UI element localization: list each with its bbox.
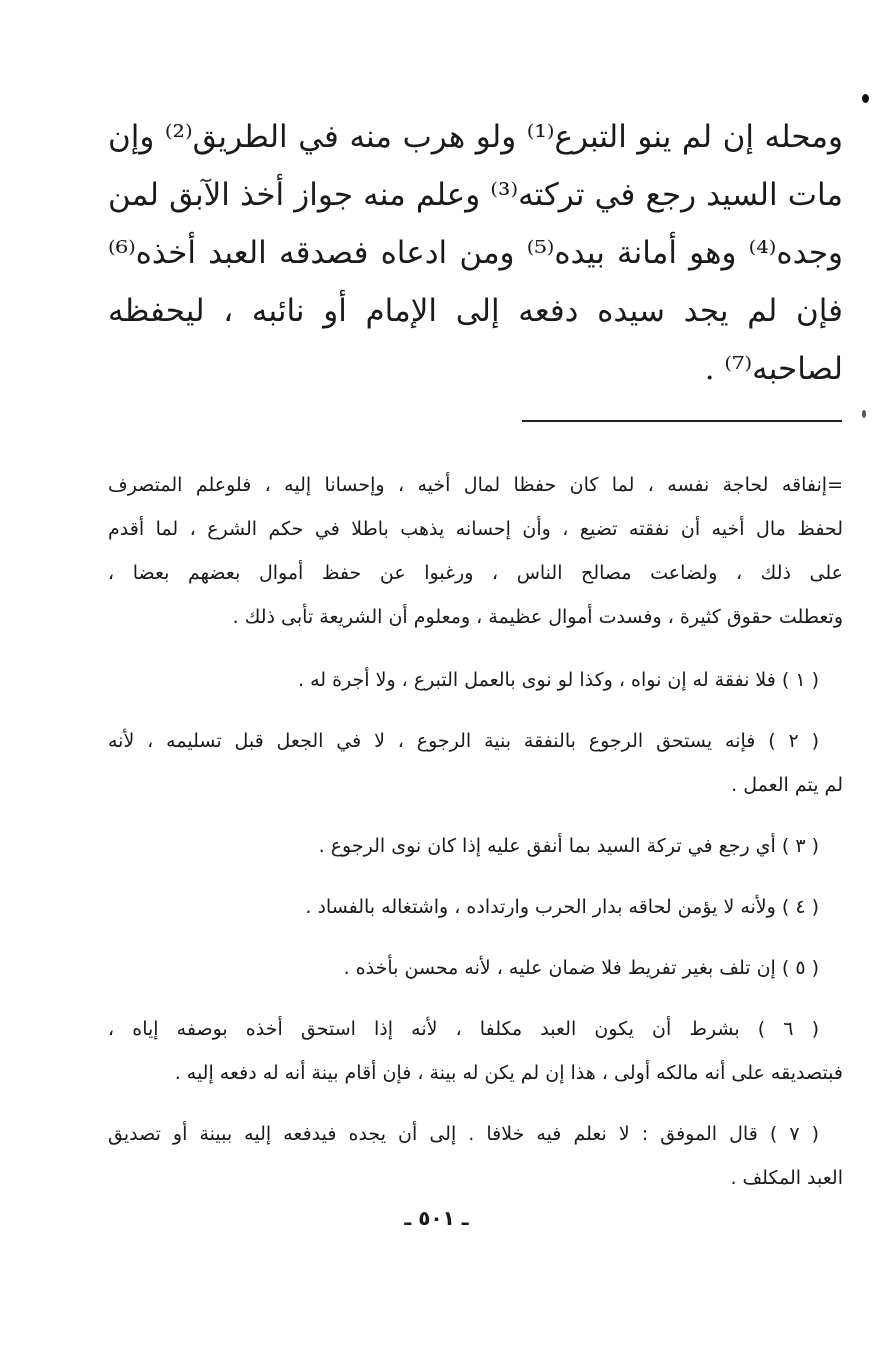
footnote-6 — [108, 1007, 843, 1095]
page-number: ـ ٥٠١ ـ — [404, 1206, 469, 1230]
main-text-line: ومحله إن لم ينو التبرع⁽¹⁾ ولو هرب منه في الطريق⁽²⁾ وإن — [108, 119, 843, 155]
footnote-line: لحفظ مال أخيه أن نفقته تضيع ، وأن إحسانه يذهب باطلا في حكم الشرع ، لما أقدم — [108, 518, 843, 540]
footnote-continuation — [108, 463, 843, 639]
footnote-7 — [108, 1112, 843, 1200]
footnote-separator-rule — [522, 420, 842, 422]
main-text-line: فإن لم يجد سيده دفعه إلى الإمام أو نائبه ، ليحفظه — [108, 293, 843, 329]
footnote-line: على ذلك ، ولضاعت مصالح الناس ، ورغبوا عن حفظ أموال بعضهم بعضا ، — [108, 562, 843, 584]
margin-dash-mark — [862, 410, 866, 418]
footnote-line: ( ٤ ) ولأنه لا يؤمن لحاقه بدار الحرب وارتداده ، واشتغاله بالفساد . — [305, 896, 819, 918]
footnote-line: فبتصديقه على أنه مالكه أولى ، هذا إن لم يكن له بينة ، فإن أقام بينة أنه له دفعه إليه . — [174, 1062, 843, 1084]
footnote-line: العبد المكلف . — [730, 1167, 843, 1189]
footnote-1 — [108, 658, 843, 702]
margin-dot-mark — [862, 94, 869, 103]
main-body-text — [108, 108, 843, 398]
footnote-line: ( ٣ ) أي رجع في تركة السيد بما أنفق عليه إذا كان نوى الرجوع . — [318, 835, 819, 857]
footnotes-section — [108, 463, 843, 1200]
footnote-line: =إنفاقه لحاجة نفسه ، لما كان حفظا لمال أخيه ، وإحسانا إليه ، فلوعلم المتصرف — [108, 474, 843, 496]
footnote-4 — [108, 885, 843, 929]
footnote-3 — [108, 824, 843, 868]
footnote-line: ( ٦ ) بشرط أن يكون العبد مكلفا ، لأنه إذا استحق أخذه بوصفه إياه ، — [108, 1018, 820, 1040]
footnote-line: ( ١ ) فلا نفقة له إن نواه ، وكذا لو نوى بالعمل التبرع ، ولا أجرة له . — [298, 669, 819, 691]
footnote-line: لم يتم العمل . — [731, 774, 843, 796]
main-text-line: مات السيد رجع في تركته⁽³⁾ وعلم منه جواز أخذ الآبق لمن — [108, 177, 843, 213]
main-text-line: وجده⁽⁴⁾ وهو أمانة بيده⁽⁵⁾ ومن ادعاه فصدقه العبد أخذه⁽⁶⁾ — [108, 235, 843, 271]
footnote-line: ( ٥ ) إن تلف بغير تفريط فلا ضمان عليه ، لأنه محسن بأخذه . — [343, 957, 819, 979]
footnote-line: ( ٢ ) فإنه يستحق الرجوع بالنفقة بنية الرجوع ، لا في الجعل قبل تسليمه ، لأنه — [108, 730, 819, 752]
footnote-5 — [108, 946, 843, 990]
footnote-2 — [108, 719, 843, 807]
main-text-line: لصاحبه⁽⁷⁾ . — [704, 351, 843, 387]
footnote-line: ( ٧ ) قال الموفق : لا نعلم فيه خلافا . إلى أن يجده فيدفعه إليه ببينة أو تصديق — [108, 1123, 820, 1145]
footnote-line: وتعطلت حقوق كثيرة ، وفسدت أموال عظيمة ، ومعلوم أن الشريعة تأبى ذلك . — [232, 606, 843, 628]
